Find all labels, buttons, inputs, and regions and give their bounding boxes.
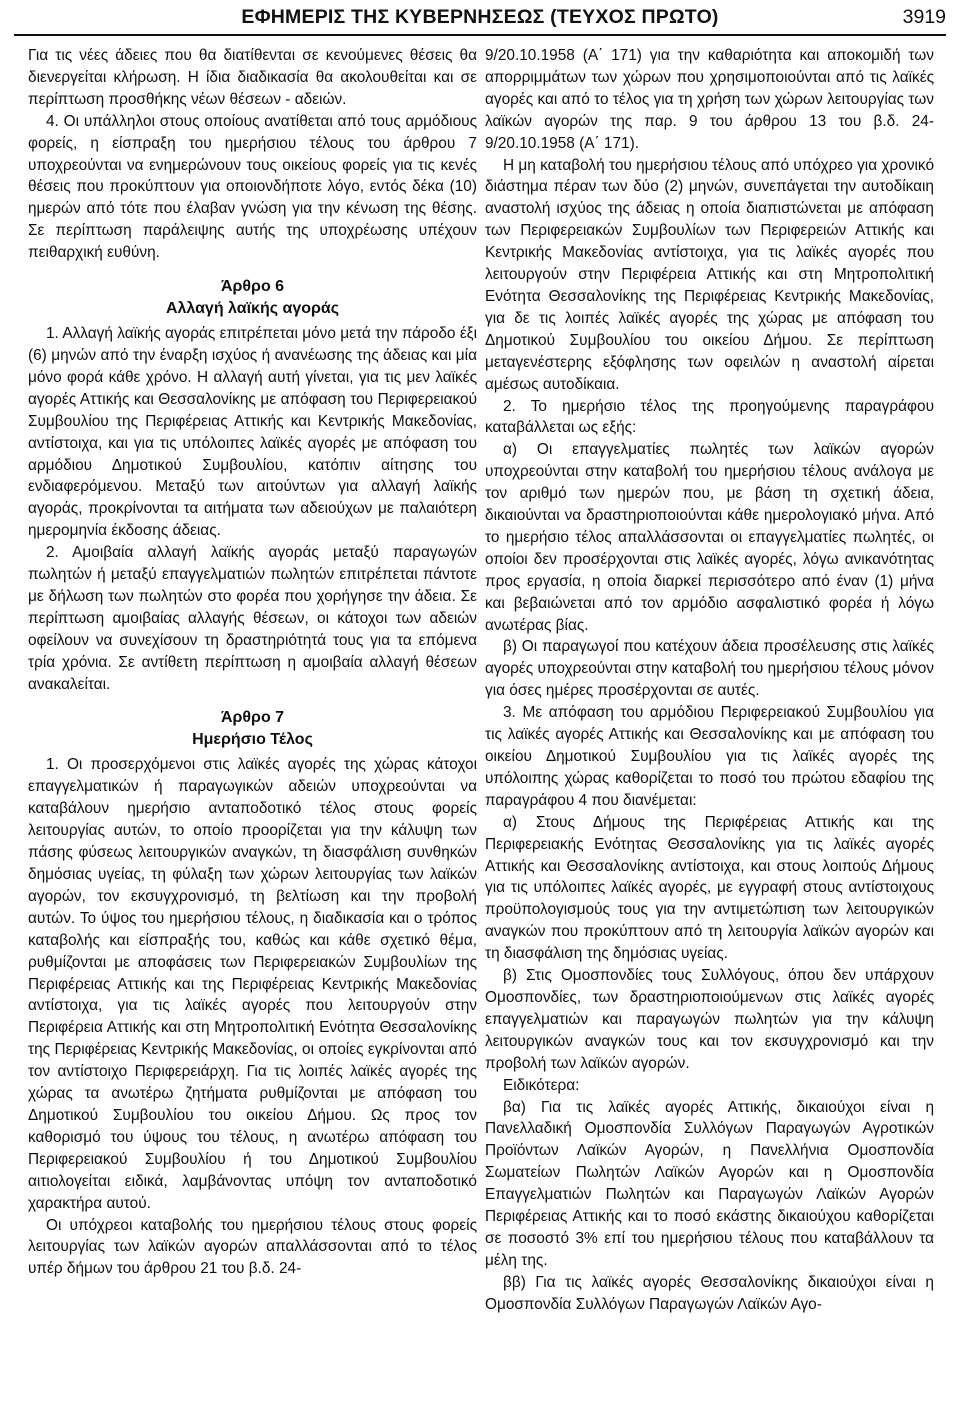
paragraph-nonpayment: Η μη καταβολή του ημερήσιου τέλους από υπόχρεο για χρονικό διάστημα πέραν των δύο (2) μηνών, συνεπάγεται την αυτοδίκαιη αναστολή ισχύος της άδειας η οποία διαπιστώνεται με απόφαση των Περιφερειακών Συμβουλίων των Περιφερειών Αττικής και Κεντρικής Μακεδονίας αντίστοιχα, για τις λαϊκές αγορές που λειτουργούν στην Περιφέρεια Αττικής και στη Μητροπολιτική Ενότητα Θεσσαλονίκης της Περιφέρειας Κεντρικής Μακεδονίας, για δε τις λοιπές λαϊκές αγορές της χώρας με απόφαση του Δημοτικού Συμβουλίου του οικείου Δήμου. Σε περίπτωση μεταγενέστερης εξόφλησης των οφειλών η αναστολή αίρεται αμέσως αυτοδίκαια. bbox=[485, 156, 934, 393]
article-7-subtitle: Ημερήσιο Τέλος bbox=[192, 731, 313, 749]
paragraph-specifically: Ειδικότερα: bbox=[503, 1076, 580, 1094]
article-6-paragraph-1: 1. Αλλαγή λαϊκής αγοράς επιτρέπεται μόνο μετά την πάροδο έξι (6) μηνών από την έναρξη ισχύος ή ανανέωσης της άδειας και μία μόνο φορά κάθε χρόνο. Η αλλαγή αυτή γίνεται, για τις μεν λαϊκές αγορές Αττικής και Θεσσαλονίκης με απόφαση του Περιφερειακού Συμβουλίου της Περιφέρειας Αττικής και Κεντρικής Μακεδονίας, αντίστοιχα, και για τις υπόλοιπες λαϊκές αγορές με απόφαση του αρμόδιου Δημοτικού Συμβουλίου, κατόπιν αίτησης του ενδιαφερόμενου. Μεταξύ των αιτούντων για αλλαγή λαϊκής αγοράς, προκρίνονται τα αιτήματα των αδειούχων με παλαιότερη ημερομηνία έκδοσης άδειας. bbox=[28, 325, 477, 540]
paragraph-4: 4. Οι υπάλληλοι στους οποίους ανατίθεται από τους αρμόδιους φορείς, η είσπραξη του ημερήσιου τέλους του άρθρου 7 υποχρεούνται να ενημερώνουν τους οικείους φορείς για τις κενές θέσεις που προκύπτουν για οποιονδήποτε λόγο, εντός δέκα (10) ημερών από τότε που έλαβαν γνώση για την κένωση της θέσης. Σε περίπτωση παράλειψης αυτής της υποχρέωσης υπέχουν πειθαρχική ευθύνη. bbox=[28, 112, 477, 262]
paragraph-2: 2. Το ημερήσιο τέλος της προηγούμενης παραγράφου καταβάλλεται ως εξής: bbox=[485, 397, 934, 437]
article-6-paragraph-2: 2. Αμοιβαία αλλαγή λαϊκής αγοράς μεταξύ παραγωγών πωλητών ή μεταξύ επαγγελματιών πωλητών επιτρέπεται πάντοτε με δήλωση των πωλητών στο φορέα που χορήγησε την άδεια. Σε περίπτωση αμοιβαίας αλλαγής θέσεων, οι κάτοχοι των αδειών οφείλουν να συνεχίσουν τη δραστηριότητά τους για τα επόμενα τρία χρόνια. Σε αντίθετη περίπτωση η αμοιβαία αλλαγή θέσεων ανακαλείται. bbox=[28, 544, 477, 693]
paragraph-intro: Για τις νέες άδειες που θα διατίθενται σε κενούμενες θέσεις θα διενεργείται κλήρωση. Η ίδια διαδικασία θα ακολουθείται και σε περίπτωση προσθήκης νέων θέσεων - αδειών. bbox=[28, 47, 477, 108]
paragraph-ba: βα) Για τις λαϊκές αγορές Αττικής, δικαιούχοι είναι η Πανελλαδική Ομοσπονδία Συλλόγων Παραγωγών Αγροτικών Προϊόντων Λαϊκών Αγορών, η Πανελλήνια Ομοσπονδία Σωματείων Πωλητών Λαϊκών Αγορών και η Ομοσπονδία Επαγγελματιών Πωλητών και Παραγωγών Λαϊκών Αγορών Περιφέρειας Αττικής και το ποσό εκάστης δικαιούχου καθορίζεται σε ποσοστό 3% επί του ημερήσιου τέλους που καταβάλλουν τα μέλη της. bbox=[485, 1098, 934, 1269]
article-6-title: Άρθρο 6 bbox=[220, 278, 285, 296]
paragraph-3a: α) Στους Δήμους της Περιφέρειας Αττικής και της Περιφερειακής Ενότητας Θεσσαλονίκης για τις λαϊκές αγορές Αττικής και Θεσσαλονίκης αντίστοιχα, και στους λοιπούς Δήμους για τις υπόλοιπες λαϊκές αγορές, με εγγραφή στους αντίστοιχους προϋπολογισμούς τους για την αντιμετώπιση των λειτουργικών αναγκών που προκύπτουν από τη λειτουργία λαϊκών αγορών και τη διασφάλιση της δημόσιας υγείας. bbox=[485, 813, 934, 963]
article-7-paragraph-obligors: Οι υπόχρεοι καταβολής του ημερήσιου τέλους στους φορείς λειτουργίας των λαϊκών αγορών απαλλάσσονται από το τέλος υπέρ δήμων του άρθρου 21 του β.δ. 24- bbox=[28, 1216, 477, 1278]
article-6-subtitle: Αλλαγή λαϊκής αγοράς bbox=[165, 300, 340, 318]
paragraph-3: 3. Με απόφαση του αρμόδιου Περιφερειακού Συμβουλίου για τις λαϊκές αγορές Αττικής και Θεσσαλονίκης και με απόφαση του οικείου Δημοτικού Συμβουλίου για τις λαϊκές αγορές της υπόλοιπης χώρας καθορίζεται το ποσό του πρώτου εδαφίου της παραγράφου 4 που διανέμεται: bbox=[485, 704, 934, 809]
paragraph-continuation: 9/20.10.1958 (Α΄ 171) για την καθαριότητα και αποκομιδή των απορριμμάτων των χώρων που χρησιμοποιούνται από τις λαϊκές αγορές και από το τέλος για τη χρήση των χώρων λειτουργίας των λαϊκών αγορών της παρ. 9 του άρθρου 13 του β.δ. 24-9/20.10.1958 (Α΄ 171). bbox=[485, 47, 934, 152]
paragraph-bb: ββ) Για τις λαϊκές αγορές Θεσσαλονίκης δικαιούχοι είναι η Ομοσπονδία Συλλόγων Παραγωγών Λαϊκών Αγο- bbox=[485, 1273, 934, 1313]
page-number: 3919 bbox=[902, 6, 946, 28]
article-7-title: Άρθρο 7 bbox=[220, 709, 285, 727]
paragraph-3b: β) Στις Ομοσπονδίες τους Συλλόγους, όπου δεν υπάρχουν Ομοσπονδίες, των δραστηριοποιούμενων στις λαϊκές αγορές επαγγελματιών και παραγωγών πωλητών για την κάλυψη λειτουργικών αναγκών τους και τον εκσυγχρονισμό και την προβολή των λαϊκών αγορών. bbox=[485, 967, 934, 1072]
gazette-title: ΕΦΗΜΕΡΙΣ ΤΗΣ ΚΥΒΕΡΝΗΣΕΩΣ (ΤΕΥΧΟΣ ΠΡΩΤΟ) bbox=[241, 6, 719, 28]
paragraph-2b: β) Οι παραγωγοί που κατέχουν άδεια προσέλευσης στις λαϊκές αγορές υποχρεούνται στην καταβολή του ημερήσιου τέλους μόνον για όσες ημέρες προσέρχονται σε αυτές. bbox=[485, 638, 934, 700]
right-column bbox=[485, 45, 934, 1316]
paragraph-2a: α) Οι επαγγελματίες πωλητές των λαϊκών αγορών υποχρεούνται στην καταβολή του ημερήσιου τέλους ανάλογα με τον αριθμό των ημερών που, με βάση τη σχετική άδεια, δικαιούνται να δραστηριοποιούνται κάθε ημερολογιακό μήνα. Από το ημερήσιο τέλος απαλλάσσονται οι επαγγελματίες πωλητές, οι οποίοι δεν προσέρχονται στις λαϊκές αγορές, λόγω ανικανότητας προς εργασία, η οποία διαρκεί περισσότερο από έναν (1) μήνα και βεβαιώνεται από τον αρμόδιο ασφαλιστικό φορέα ή λόγω ανωτέρας βίας. bbox=[485, 441, 934, 634]
page-header bbox=[14, 4, 946, 36]
left-column bbox=[28, 45, 477, 1280]
article-7-paragraph-1: 1. Οι προσερχόμενοι στις λαϊκές αγορές της χώρας κάτοχοι επαγγελματικών ή παραγωγικών αδειών υποχρεούνται να καταβάλουν ημερήσιο ανταποδοτικό τέλος στους φορείς λειτουργίας αυτών, το οποίο προορίζεται για την κάλυψη των πάσης φύσεως λειτουργικών αναγκών, τη διασφάλιση συνθηκών δημόσιας υγείας, τη φύλαξη των χώρων λειτουργίας των λαϊκών αγορών, τον εκσυγχρονισμό, τη βελτίωση και την προβολή αυτών. Το ύψος του ημερήσιου τέλους, η διαδικασία και ο τρόπος καταβολής και είσπραξής του, καθώς και κάθε σχετικό θέμα, ρυθμίζονται με αποφάσεις των Περιφερειακών Συμβουλίων της Περιφέρειας Αττικής και της Περιφέρειας Κεντρικής Μακεδονίας αντίστοιχα, για τις λαϊκές αγορές που λειτουργούν στην Περιφέρεια Αττικής και στη Μητροπολιτική Ενότητα Θεσσαλονίκης της Περιφέρειας Κεντρικής Μακεδονίας, οι οποίες εγκρίνονται από τον αντίστοιχο Περιφερειάρχη. Για τις λοιπές λαϊκές αγορές της χώρας τα ανωτέρω ζητήματα ρυθμίζονται με απόφαση του Δημοτικού Συμβουλίου του οικείου Δήμου. Ως προς τον καθορισμό του ύψους του τέλους, η ανωτέρω απόφαση του Περιφερειακού Συμβουλίου ή του Δημοτικού Συμβουλίου αιτιολογείται ειδικά, λαμβάνοντας υπόψη τον ανταποδοτικό χαρακτήρα αυτού. bbox=[28, 756, 477, 1212]
